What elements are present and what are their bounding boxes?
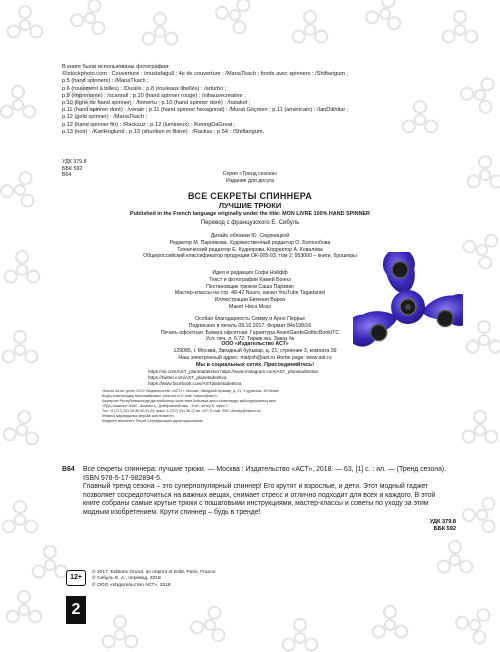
staff-line: Редактор М. Парникова. Художественный редактор О. Богонобова xyxy=(169,239,331,246)
staff-line: Иллюстрации Евгения Варон xyxy=(214,297,286,304)
udk-bbk-right xyxy=(420,519,456,533)
staff-line: Технический редактор Е. Кудиярова. Корректор А. Ковалева xyxy=(177,246,323,253)
small-line: «Баспа Аста» деген ООО «Издательство «АСТ» г. Москва, Звездный бульвар, д. 21, 3 құрылым, 39 бөлме xyxy=(102,389,280,393)
credits-line: p.12 (gold spinner) : /MariaTkach ; xyxy=(62,114,148,121)
book-subtitle: ЛУЧШИЕ ТРЮКИ xyxy=(218,201,282,210)
photo-credits xyxy=(62,64,482,136)
copyright-line: © ООО «Издательство АСТ», 2018 xyxy=(92,582,171,588)
staff-line: Макет Ниса Мозэ xyxy=(229,303,271,310)
staff-line: Идея и редакция Софи Нэйфф xyxy=(212,270,288,276)
credits-line: ©Istockphoto.com : Couverture : /mustafagull ; 4e de couverture : /MariaTkach ; fonds avec spinners : /Shiftarigum ; xyxy=(62,71,349,78)
staff-line: Постановщик трюков Саша Парзиво xyxy=(206,283,294,290)
credits-line: p.11 (hand spinner doré) : /venair ; p.11 (hand spinner hexagonal) : /Murat Göçmen ; p.11 (américain) : /IanDikhtiar ; xyxy=(62,107,349,114)
print-line: Печать офсетная. Бумага офсетная. Гарнитура AvantGardeGothicBookITC xyxy=(160,329,340,336)
credits-line: p.9 (imprimante) : /scanrail ; p.10 (hand spinner rouge) : /nihausecreative ; xyxy=(62,92,246,99)
print-line: Усл. печ. л. 6,72. Тираж экз. Заказ № xyxy=(205,336,295,343)
social-link[interactable]: https://twitter.com/AST_planetadetstva xyxy=(148,375,227,380)
small-line: «РДЦ-Алматы» ЖШС, Алматы қ., Домбровский көш., 3«а», литер Б, офис 1. xyxy=(102,404,229,408)
print-line: Подписано в печать 09.10.2017. Формат 84х108/16 xyxy=(188,322,312,329)
publisher-label: ООО «Издательство АСТ» xyxy=(221,341,289,347)
staff-line: Текст и фотографии Камей Боннэ xyxy=(209,276,291,283)
age-rating-badge: 12+ xyxy=(66,570,86,586)
author-mark: В64 xyxy=(62,172,72,179)
publisher-contacts xyxy=(130,348,380,355)
copyright-line: © Сибуль Е. А., перевод, 2018 xyxy=(92,576,161,582)
publisher-name xyxy=(130,341,380,348)
edition-type: Издание для досуга xyxy=(225,177,275,184)
annotation: Главный тренд сезона – это суперпопулярный спиннер! Его крутят и взрослые, и дети. Этот модный гаджет позволяет сосредоточиться на важных вещах, снимает стресс и отлично подходит для всех и каждого. В этой книге собраны самые крутые трюки с пошаговыми инструкциями, мастер-классы и советы по уходу за этим модным изобретением. Крути спиннер – будь в тренде! xyxy=(83,483,436,516)
copyright-block xyxy=(92,570,215,589)
print-details xyxy=(140,316,360,343)
print-line: Особая благодарность Семму и Арно Перрье xyxy=(194,316,306,322)
staff-line: Общероссийский классификатор продукции ОК-005-93, том 2; 953000 – книги, брошюры xyxy=(143,253,357,260)
small-line: Өндірген мемлекет: Ресей Сертификация қарастырылмаған xyxy=(102,419,203,423)
credits-line: p.5 (hand spinners) : /MariaTkach ; xyxy=(62,78,149,85)
small-line: Тел.: 8 (727) 251 59 89,90,91,92, факс: 8 (727) 251 58 12 вн. 107; E-mail: RDC-Almaty@eksmo.kz xyxy=(102,409,261,413)
social-link[interactable]: https://www.facebook.com/ASTplanetadetstva xyxy=(148,381,242,386)
staff-line: Мастер-классы на стр. 48-47 Nouro, канал YouTube Tagadaniel xyxy=(174,290,326,297)
social-links xyxy=(148,369,368,387)
small-line: Өнімнің жарамдылық мерзімі шектелмеген. xyxy=(102,414,175,418)
udk-line: УДК 379.8 xyxy=(62,159,87,165)
publisher-web: Наш электронный адрес: malysh@ast.ru Home page: www.ast.ru xyxy=(178,355,332,361)
social-link[interactable]: https://vk.com/AST_planetadetstva https://www.instagram.com/AST_planetadetstva xyxy=(148,369,318,374)
page-number: 2 xyxy=(66,596,86,624)
bib-description: Все секреты спиннера: лучшие трюки. — Москва : Издательство «АСТ», 2018. — 63, [1] с. : ил. — (Тренд сезона). xyxy=(83,466,447,473)
bbk-line: ББК 592 xyxy=(62,165,83,172)
editorial-staff xyxy=(110,233,390,260)
bibliographic-record xyxy=(62,466,447,518)
credits-line: p.6 (roulement à billes) : /Dusiils ; p.8 (rouleaux libellés) : /arturbo ; xyxy=(62,85,227,92)
series-info xyxy=(140,171,360,185)
credits-line: p.13 (noir) : /KariHoglund ; p.13 (shuriken et filière) : /Racksu ; p.54 : /Shiftarigum. xyxy=(62,128,265,135)
bbk-code: ББК 592 xyxy=(433,526,456,532)
credits-line: В книге были использованы фотографии: xyxy=(62,64,170,70)
fidget-spinner-image xyxy=(353,252,463,352)
staff-line: Дизайн обложки Ю. Смурницкой xyxy=(210,233,290,239)
social-heading: Мы в социальных сетях. Присоединяйтесь! xyxy=(195,362,314,368)
publisher-address: 129085, г. Москва, Звездный бульвар, д. 21, строение 3, комната 39 xyxy=(173,348,337,354)
bib-code: В64 xyxy=(62,466,75,473)
isbn: ISBN 978-5-17-982894-5. xyxy=(83,474,162,482)
small-line: Біздің электрондық мекенжайымыз: www.ast.ru E-mail: malysh@ast.ru xyxy=(102,394,218,398)
copyright-line: © 2017, Editions Grund, an imprint of Edi8, Paris, France xyxy=(92,570,216,575)
series-name: Серия «Тренд сезона» xyxy=(222,171,278,177)
credits-line: p.12 (hand spinner fin) : /Racksuz ; p.12 (lumineux) : /KeongDaGreat ; xyxy=(62,121,236,128)
udk-code: УДК 379.8 xyxy=(429,519,456,525)
book-title: ВСЕ СЕКРЕТЫ СПИННЕРА xyxy=(187,191,313,201)
original-title-note: Published in the French language originally under the title: MON LIVRE 100% HAND SPINNER xyxy=(130,211,370,217)
udk-classification xyxy=(62,159,87,179)
credits-line: p.10 (ligne de hand spinner) : /fomertu ; p.10 (hand spinner doré) : /hatakot ; xyxy=(62,100,251,107)
translator-credit: Перевод с французского Е. Сибуль xyxy=(200,220,300,226)
small-line: Қазақстан Республикасында дистрибьютор және өнім бойынша арыз-талаптарды қабылдаушының өкілі xyxy=(102,399,277,403)
legal-small-print xyxy=(102,389,398,424)
creative-staff xyxy=(165,270,335,311)
